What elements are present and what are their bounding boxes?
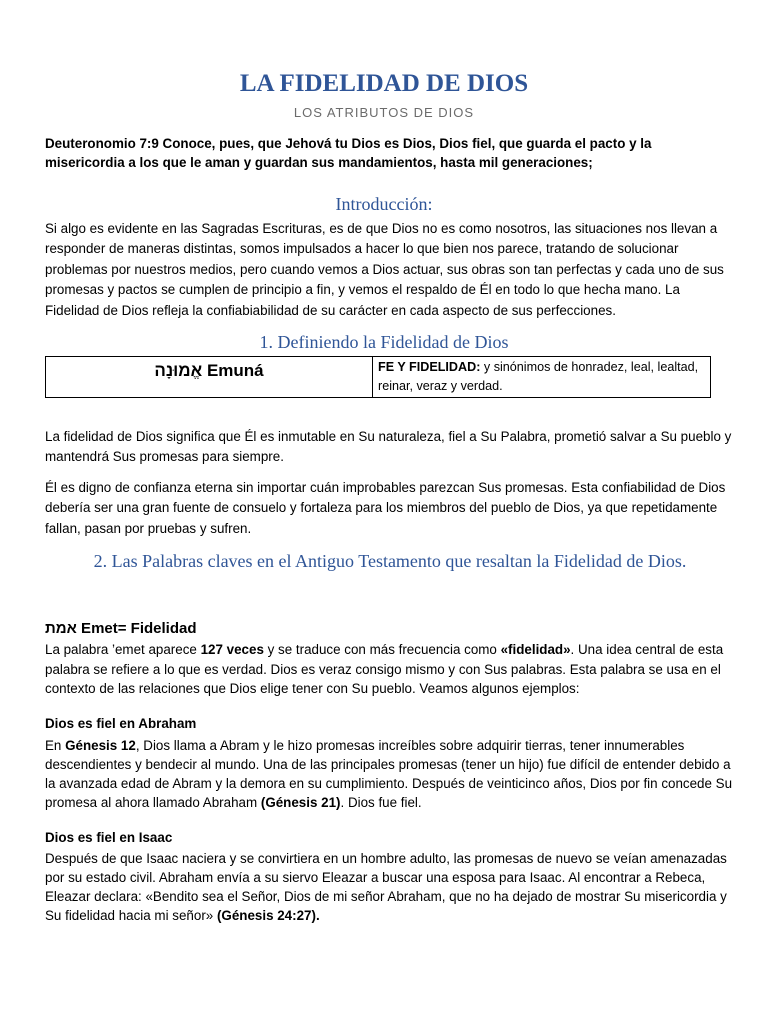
section1-paragraph-1: La fidelidad de Dios significa que Él es inmutable en Su naturaleza, fiel a Su Palabra, prometió salvar a Su pueblo y mantendrá Sus promesas para siempre. xyxy=(45,429,732,465)
section2-heading: 2. Las Palabras claves en el Antiguo Testamento que resaltan la Fidelidad de Dios. xyxy=(93,551,687,571)
emet-text-3: . Una idea central de esta palabra se refiere a lo que es verdad. Dios es veraz consigo mismo y con Sus palabras. Esta palabra se usa en el contexto de las relaciones que Dios elige tener con Su pueblo. Veamos algunos ejemplos: xyxy=(45,642,724,696)
abraham-heading: Dios es fiel en Abraham xyxy=(45,716,197,731)
abraham-text-1: En xyxy=(45,738,66,753)
isaac-paragraph xyxy=(45,849,735,925)
abraham-ref-1: Génesis 12 xyxy=(65,738,136,753)
abraham-text-3: . Dios fue fiel. xyxy=(340,795,422,810)
table-row xyxy=(46,357,711,398)
section1-heading: 1. Definiendo la Fidelidad de Dios xyxy=(259,332,509,352)
emet-count: 127 veces xyxy=(200,642,264,657)
page-title: LA FIDELIDAD DE DIOS xyxy=(239,70,529,97)
meaning-label: FE Y FIDELIDAD: xyxy=(378,360,481,374)
page-subtitle: LOS ATRIBUTOS DE DIOS xyxy=(293,105,475,120)
meaning-cell xyxy=(373,357,711,398)
abraham-text-2: , Dios llama a Abram y le hizo promesas increíbles sobre adquirir tierras, tener innumerables descendientes y bendecir al mundo. Una de las principales promesas (tener un hijo) fue difícil de entender debido a la avanzada edad de Abram y la demora en su cumplimiento. Después de veinticinco años, Dios por fin concede Su promesa al ahora llamado Abraham xyxy=(45,738,733,810)
abraham-paragraph xyxy=(45,736,735,812)
isaac-heading: Dios es fiel en Isaac xyxy=(45,830,173,845)
emet-heading: אמת Emet= Fidelidad xyxy=(45,620,197,637)
isaac-text-1: Después de que Isaac naciera y se convirtiera en un hombre adulto, las promesas de nuevo se veían amenazadas por su estado civil. Abraham envía a su siervo Eleazar a buscar una esposa para Isaac. Al encontrar a Rebeca, Eleazar declara: «Bendito sea el Señor, Dios de mi señor Abraham, que no ha dejado de mostrar Su misericordia y Su fidelidad hacia mi señor» xyxy=(45,851,727,923)
definition-table xyxy=(45,356,711,398)
emet-text-1: La palabra ’emet aparece xyxy=(45,642,201,657)
intro-paragraph: Si algo es evidente en las Sagradas Escrituras, es de que Dios no es como nosotros, las situaciones nos llevan a responder de maneras distintas, somos impulsados a hacer lo que bien nos parece, tratando de solucionar problemas por nuestros medios, pero cuando vemos a Dios actuar, sus obras son tan perfectas y cada uno de sus promesas y pactos se cumplen de principio a fin, y vemos el respaldo de Él en todo lo que hecha mano. La Fidelidad de Dios refleja la confiabiabilidad de su carácter en cada aspecto de sus perfecciones. xyxy=(45,221,724,318)
emet-paragraph xyxy=(45,640,735,699)
emet-term: «fidelidad» xyxy=(500,642,571,657)
meaning-text: y sinónimos de honradez, leal, lealtad, reinar, veraz y verdad. xyxy=(378,360,699,393)
emet-text-2: y se traduce con más frecuencia como xyxy=(263,642,501,657)
section1-paragraph-2: Él es digno de confianza eterna sin importar cuán improbables parezcan Sus promesas. Esta confiabilidad de Dios debería ser una gran fuente de consuelo y fortaleza para los miembros del pueblo de Dios, ya que repetidamente fallan, pasan por pruebas y sufren. xyxy=(45,480,726,536)
intro-heading: Introducción: xyxy=(335,194,433,214)
key-verse: Deuteronomio 7:9 Conoce, pues, que Jehová tu Dios es Dios, Dios fiel, que guarda el pacto y la misericordia a los que le aman y guardan sus mandamientos, hasta mil generaciones; xyxy=(45,136,652,170)
isaac-ref: (Génesis 24:27). xyxy=(216,908,320,923)
abraham-ref-2: (Génesis 21) xyxy=(260,795,341,810)
term-cell: אֱמוּנָה Emuná xyxy=(46,357,373,398)
